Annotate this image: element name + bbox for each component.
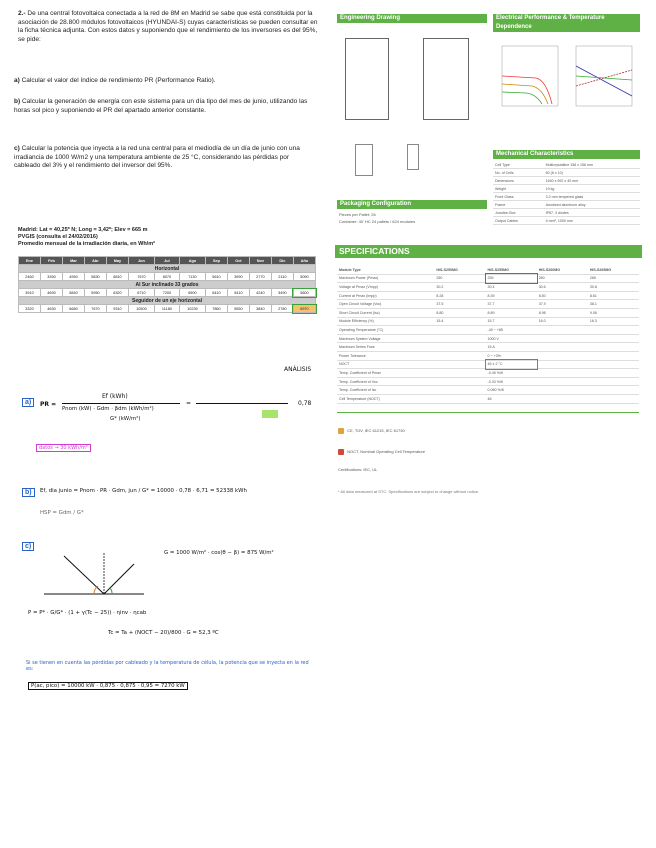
question-a — [14, 77, 314, 86]
spec-value: 37.5 — [434, 300, 485, 309]
spec-value — [588, 334, 639, 343]
spec-value: 0 ~ +3% — [486, 351, 537, 360]
problem-number: 2.- — [18, 10, 26, 17]
mech-label: No. of Cells — [493, 169, 544, 177]
mech-value: IP67, 3 diodes — [544, 209, 640, 217]
table-band-horizontal: Horizontal — [19, 265, 316, 273]
mech-title: Mechanical Characteristics — [493, 150, 640, 159]
eng-drawing-panel — [337, 26, 487, 196]
spec-row — [337, 394, 639, 403]
table-cell: 2110 — [271, 273, 293, 281]
spec-value: 16.3 — [588, 317, 639, 326]
table-row-south — [19, 289, 316, 297]
spec-value — [537, 326, 588, 335]
pr-denominator2: G* (kW/m²) — [110, 416, 141, 422]
problem-intro: De una central fotovoltaica conectada a la red de 8M en Madrid se sabe que está constituida por la asociación de 28.800 módulos fotovoltaicos (HYUNDAI-S) cuyas características se pueden consultar en la ficha técnica adjunta. Con estos datos y suponiendo que el rendimiento de los inversores es del 95%, se pide: — [18, 10, 318, 43]
table-cell: 6320 — [106, 289, 128, 297]
fraction-bar — [62, 403, 180, 404]
mech-value: 3.2 mm tempered glass — [544, 193, 640, 201]
mech-label: Cell Type — [493, 161, 544, 169]
location-line2: PVGIS (consulta el 24/02/2016) — [18, 234, 98, 240]
spec-row — [337, 283, 639, 292]
mech-label: Weight — [493, 185, 544, 193]
table-cell: 7200 — [154, 289, 179, 297]
spec-row — [337, 274, 639, 283]
mech-row — [493, 161, 640, 169]
table-cell: 2770 — [249, 273, 271, 281]
pr-numerator: Ef (kWh) — [102, 393, 128, 400]
spec-value: 260 — [537, 274, 588, 283]
spec-value: 30.8 — [588, 283, 639, 292]
irradiation-table — [18, 256, 316, 313]
spec-value: 15.4 — [434, 317, 485, 326]
spec-value: 30.6 — [537, 283, 588, 292]
solution-b — [18, 480, 318, 530]
spec-label: Maximum System Voltage — [337, 334, 434, 343]
spec-label: Temp. Coefficient of Isc — [337, 386, 434, 395]
spec-value: 30.4 — [486, 283, 537, 292]
question-b-text: Calcular la generación de energía con este sistema para un día tipo del mes de junio, utilizando las horas sol pico y suponiendo el PR del apartado anterior constante. — [14, 98, 308, 114]
mech-row — [493, 177, 640, 185]
table-cell: 8070 — [154, 273, 179, 281]
module-detail-2 — [407, 144, 419, 170]
mech-label: Front Glass — [493, 193, 544, 201]
spec-row — [337, 360, 639, 369]
mech-row — [493, 169, 640, 177]
location-line3: Promedio mensual de la irradiación diaria, en Wh/m² — [18, 241, 155, 247]
table-cell: Dic — [271, 257, 293, 265]
table-cell: May — [106, 257, 128, 265]
cert-row-2: NOCT, Nominal Operating Cell Temperature — [338, 449, 425, 455]
spec-value — [537, 369, 588, 378]
spec-label: Maximum Power (Pmax) — [337, 274, 434, 283]
spec-label: Short Circuit Current (Isc) — [337, 308, 434, 317]
question-a-text: Calcular el valor del índice de rendimiento PR (Performance Ratio). — [21, 77, 216, 84]
c-note: Si se tienen en cuenta las pérdidas por cableado y la temperatura de célula, la potencia que se inyecta en la red es: — [26, 660, 309, 672]
spec-value — [537, 386, 588, 395]
table-band-tracker: Seguidor de un eje horizontal — [19, 297, 316, 305]
spec-header-cell: HiS-S260MG — [537, 266, 588, 274]
spec-value — [434, 351, 485, 360]
packaging-row-2: Container: 40' HC 24 pallets / 624 modules — [339, 219, 416, 224]
table-cell: 6970 — [293, 305, 315, 313]
mech-value: 19 kg — [544, 185, 640, 193]
spec-row — [337, 291, 639, 300]
table-cell: 5830 — [84, 273, 106, 281]
table-cell: 6410 — [205, 289, 227, 297]
question-c-text: Calcular la potencia que inyecta a la red una central para el mediodía de un día de junio con una irradiancia de 1000 W/m2 y una temperatura ambiente de 25 °C, considerando las pérdidas por cableado del 3% y el rendimiento del inversor del 95%. — [14, 145, 300, 169]
spec-value — [537, 394, 588, 403]
signature: ANÁLISIS — [284, 366, 312, 373]
table-cell: 10230 — [179, 305, 205, 313]
eng-drawing-title: Engineering Drawing — [337, 14, 487, 23]
spec-value: 8.98 — [537, 308, 588, 317]
spec-value: 38.1 — [588, 300, 639, 309]
table-cell: Ago — [179, 257, 205, 265]
spec-row — [337, 326, 639, 335]
spec-value — [537, 343, 588, 352]
spec-value: 16.0 — [537, 317, 588, 326]
spec-label: NOCT — [337, 360, 434, 369]
solution-c — [18, 536, 318, 696]
elec-title: Electrical Performance & Temperature Dependence — [493, 14, 640, 32]
table-cell: 6900 — [179, 289, 205, 297]
table-cell: Jul — [154, 257, 179, 265]
table-cell: 6810 — [106, 273, 128, 281]
mech-label: Junction Box — [493, 209, 544, 217]
solution-a-label: a) — [22, 398, 34, 407]
spec-value: 250 — [434, 274, 485, 283]
pr-denominator: Pnom (kW) · Gdm · βdm (kWh/m²) — [62, 406, 154, 412]
question-a-label: a) — [14, 77, 20, 84]
fraction-bar-2 — [196, 403, 288, 404]
table-cell: 11180 — [154, 305, 179, 313]
shield-icon — [338, 428, 344, 434]
mech-table — [493, 161, 640, 225]
spec-label: Temp. Coefficient of Voc — [337, 377, 434, 386]
table-cell: 4630 — [40, 305, 62, 313]
cert-row-3: Certifications: IEC, UL — [338, 467, 378, 472]
spec-value — [537, 351, 588, 360]
spec-value: 8.50 — [537, 291, 588, 300]
table-cell: 5840 — [62, 289, 84, 297]
spec-header-row — [337, 266, 639, 274]
mech-value: 4 mm², 1000 mm — [544, 217, 640, 225]
spec-label: Temp. Coefficient of Pmax — [337, 369, 434, 378]
spec-value: 8.28 — [434, 291, 485, 300]
spec-value — [434, 343, 485, 352]
table-cell: Mar — [62, 257, 84, 265]
sun-angle-diagram — [34, 546, 154, 606]
spec-row — [337, 343, 639, 352]
footnote: * All data measured at STC. Specifications are subject to change without notice. — [338, 489, 480, 494]
spec-row — [337, 300, 639, 309]
table-cell: 4690 — [40, 289, 62, 297]
table-cell: Nov — [249, 257, 271, 265]
spec-row — [337, 377, 639, 386]
table-cell: 3490 — [271, 289, 293, 297]
pr-equals: = — [186, 400, 192, 407]
table-cell: Feb — [40, 257, 62, 265]
pr-result: 0,78 — [298, 400, 312, 407]
spec-value: 8.39 — [486, 291, 537, 300]
spec-label: Open Circuit Voltage (Voc) — [337, 300, 434, 309]
spec-value: 15.7 — [486, 317, 537, 326]
table-band-south: Al Sur inclinado 33 grados — [19, 281, 316, 289]
b-sub: HSP = Gdm / G* — [40, 510, 84, 516]
pr-lhs: PR = — [40, 401, 57, 408]
table-cell: Oct — [227, 257, 249, 265]
cert-row-1: CE, TÜV, IEC 61215, IEC 61730 — [338, 428, 405, 434]
location-line1: Madrid: Lat = 40,25º N; Long = 3,42º; Elev = 665 m — [18, 227, 148, 233]
spec-value: -0.45 %/K — [486, 369, 537, 378]
packaging-title: Packaging Configuration — [337, 200, 487, 209]
solution-a — [18, 390, 318, 470]
mech-value: Multicrystalline 156 x 156 mm — [544, 161, 640, 169]
spec-value: 30.2 — [434, 283, 485, 292]
spec-value — [434, 394, 485, 403]
temp-dependence-plot — [570, 36, 636, 136]
table-cell: Ene — [19, 257, 41, 265]
location-block — [18, 227, 318, 248]
spec-value — [588, 343, 639, 352]
table-row-horizontal — [19, 273, 316, 281]
spec-value: 8.89 — [486, 308, 537, 317]
table-cell: 10500 — [128, 305, 154, 313]
table-cell: 5550 — [227, 305, 249, 313]
b-formula: Ef, dia junio = Pnom · PR · Gdm, jun / G* = 10000 · 0,78 · 6,71 = 52338 kWh — [40, 488, 247, 494]
c-eq3: Tc = Ta + (NOCT − 20)/800 · G = 52,3 ºC — [108, 630, 219, 636]
table-cell: 4950 — [62, 273, 84, 281]
spec-value: 9.06 — [588, 308, 639, 317]
spec-title: SPECIFICATIONS — [335, 245, 642, 258]
question-b-label: b) — [14, 98, 21, 105]
pr-note: datos → 30 kWh/m² — [36, 444, 91, 452]
spec-label: Maximum Series Fuse — [337, 343, 434, 352]
spec-row — [337, 386, 639, 395]
spec-value: 255 — [486, 274, 537, 283]
spec-row — [337, 334, 639, 343]
spec-value — [588, 360, 639, 369]
spec-value — [434, 334, 485, 343]
spec-value — [537, 334, 588, 343]
table-cell: 4240 — [249, 289, 271, 297]
table-cell: 5410 — [227, 289, 249, 297]
spec-label: Module Efficiency (%) — [337, 317, 434, 326]
table-cell: 2460 — [19, 273, 41, 281]
solution-b-label: b) — [22, 488, 35, 497]
mech-label: Frame — [493, 201, 544, 209]
table-cell: 6680 — [62, 305, 84, 313]
spec-value — [434, 386, 485, 395]
problem-statement — [18, 10, 318, 44]
solution-c-label: c) — [22, 542, 34, 551]
packaging-row-1: Pieces per Pallet: 26 — [339, 212, 376, 217]
spec-row — [337, 317, 639, 326]
spec-header-cell: HiS-S265MG — [588, 266, 639, 274]
question-b — [14, 98, 314, 115]
spec-label: Voltage at Pmax (Vmpp) — [337, 283, 434, 292]
spec-value: 8.61 — [588, 291, 639, 300]
table-cell: 6710 — [128, 289, 154, 297]
mech-row — [493, 217, 640, 225]
mech-row — [493, 209, 640, 217]
question-c — [14, 145, 314, 171]
spec-value: 1000 V — [486, 334, 537, 343]
question-c-label: c) — [14, 145, 20, 152]
spec-value — [434, 369, 485, 378]
c-eq1: G = 1000 W/m² · cos(θ − β) = 875 W/m² — [164, 550, 274, 556]
table-row-tracker — [19, 305, 316, 313]
table-cell: 2780 — [271, 305, 293, 313]
spec-value — [588, 386, 639, 395]
spec-value — [537, 360, 588, 369]
spec-value: 265 — [588, 274, 639, 283]
spec-value — [537, 377, 588, 386]
table-cell: 5610 — [205, 273, 227, 281]
table-cell: 3320 — [19, 305, 41, 313]
iv-curve-plot — [496, 36, 562, 136]
spec-value — [588, 326, 639, 335]
spec-value: 8.80 — [434, 308, 485, 317]
spec-row — [337, 351, 639, 360]
spec-divider — [337, 412, 639, 413]
table-cell: 9310 — [106, 305, 128, 313]
spec-value — [588, 394, 639, 403]
spec-value — [434, 326, 485, 335]
spec-value: 37.7 — [486, 300, 537, 309]
table-cell: Sep — [205, 257, 227, 265]
mech-row — [493, 201, 640, 209]
thermometer-icon — [338, 449, 344, 455]
mech-row — [493, 193, 640, 201]
module-outline — [345, 38, 389, 120]
spec-header-cell: Module Type — [337, 266, 434, 274]
table-cell: 7670 — [128, 273, 154, 281]
spec-value — [588, 377, 639, 386]
table-cell: 3390 — [40, 273, 62, 281]
spec-row — [337, 369, 639, 378]
spec-table — [337, 266, 639, 404]
table-cell: 3840 — [249, 305, 271, 313]
table-cell: Jun — [128, 257, 154, 265]
spec-value: 46 ± 2 °C — [486, 360, 537, 369]
table-cell: 7670 — [84, 305, 106, 313]
spec-value: -40 ~ +85 — [486, 326, 537, 335]
table-cell: Abr — [84, 257, 106, 265]
spec-row — [337, 308, 639, 317]
table-cell: Año — [293, 257, 315, 265]
spec-value — [434, 377, 485, 386]
mech-label: Output Cables — [493, 217, 544, 225]
spec-header-cell: HiS-S255MG — [486, 266, 537, 274]
spec-value: 0.060 %/K — [486, 386, 537, 395]
spec-header-cell: HiS-S250MG — [434, 266, 485, 274]
table-cell: 5950 — [84, 289, 106, 297]
table-cell: 5600 — [293, 289, 315, 297]
mech-value: 1640 x 992 x 40 mm — [544, 177, 640, 185]
module-side — [423, 38, 469, 120]
spec-value: 37.9 — [537, 300, 588, 309]
module-detail — [355, 144, 373, 176]
table-cell: 3910 — [19, 289, 41, 297]
mech-value: Anodized aluminum alloy — [544, 201, 640, 209]
c-final: P(ac, pico) = 10000 kW · 0,875 · 0,875 · 0,95 = 7270 kW — [28, 682, 188, 690]
mech-label: Dimensions — [493, 177, 544, 185]
spec-label: Power Tolerance — [337, 351, 434, 360]
spec-value: 15 A — [486, 343, 537, 352]
mech-value: 60 (6 x 10) — [544, 169, 640, 177]
spec-value — [588, 351, 639, 360]
spec-value — [588, 369, 639, 378]
table-cell: 7130 — [179, 273, 205, 281]
table-cell: 7860 — [205, 305, 227, 313]
table-cell: 5090 — [293, 273, 315, 281]
table-cell: 3990 — [227, 273, 249, 281]
spec-value — [434, 360, 485, 369]
mech-row — [493, 185, 640, 193]
spec-value: -0.33 %/K — [486, 377, 537, 386]
table-header-row — [19, 257, 316, 265]
c-eq2: P = P* · G/G* · (1 + γ(Tc − 25)) · ηinv · ηcab — [28, 610, 147, 616]
spec-label: Current at Pmax (Impp) — [337, 291, 434, 300]
green-highlight — [262, 410, 278, 418]
spec-label: Cell Temperature (NOCT) — [337, 394, 434, 403]
spec-value: 46 — [486, 394, 537, 403]
spec-label: Operating Temperature (°C) — [337, 326, 434, 335]
